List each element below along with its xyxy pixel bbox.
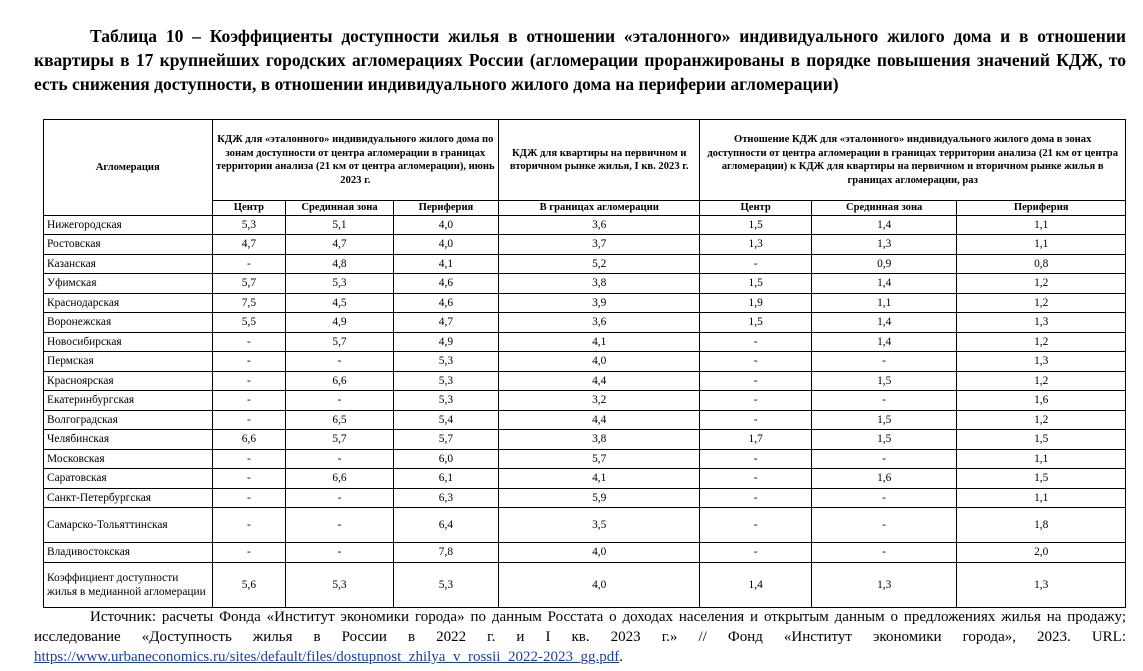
table-cell: -: [700, 469, 812, 489]
table-cell: 5,7: [212, 274, 286, 294]
table-cell: -: [286, 391, 393, 411]
table-cell: 1,1: [957, 215, 1126, 235]
agglomeration-name: Красноярская: [44, 371, 213, 391]
subheader-ratio-center: Центр: [700, 201, 812, 216]
source-link[interactable]: https://www.urbaneconomics.ru/sites/default/files/dostupnost_zhilya_v_rossii_2022-2023_gg.pdf: [34, 649, 620, 665]
table-cell: 4,7: [212, 235, 286, 255]
agglomeration-name: Коэффициент доступности жилья в медианной агломерации: [44, 562, 213, 607]
agglomeration-name: Казанская: [44, 254, 213, 274]
table-row: [44, 449, 1126, 469]
agglomeration-name: Саратовская: [44, 469, 213, 489]
table-cell: 5,9: [499, 488, 700, 508]
table-cell: -: [700, 371, 812, 391]
table-cell: 4,0: [393, 235, 498, 255]
table-cell: -: [700, 391, 812, 411]
subheader-ratio-periphery: Периферия: [957, 201, 1126, 216]
subheader-middle-zone: Срединная зона: [286, 201, 393, 216]
table-cell: -: [286, 449, 393, 469]
table-cell: 7,8: [393, 543, 498, 563]
table-row: [44, 508, 1126, 543]
agglomeration-name: Пермская: [44, 352, 213, 372]
table-cell: -: [212, 449, 286, 469]
table-cell: -: [286, 488, 393, 508]
agglomeration-name: Воронежская: [44, 313, 213, 333]
table-cell: 3,8: [499, 274, 700, 294]
table-cell: 1,5: [812, 410, 957, 430]
table-cell: 1,1: [957, 449, 1126, 469]
table-cell: -: [212, 352, 286, 372]
table-cell: 1,5: [700, 215, 812, 235]
table-cell: 1,3: [700, 235, 812, 255]
table-cell: 4,4: [499, 410, 700, 430]
table-cell: 5,4: [393, 410, 498, 430]
table-cell: -: [212, 410, 286, 430]
table-cell: 4,0: [393, 215, 498, 235]
table-cell: -: [812, 508, 957, 543]
table-cell: 1,3: [812, 235, 957, 255]
table-cell: -: [212, 508, 286, 543]
table-cell: 6,6: [286, 371, 393, 391]
table-cell: 1,1: [812, 293, 957, 313]
table-cell: 6,6: [286, 469, 393, 489]
table-cell: -: [700, 543, 812, 563]
table-row: [44, 430, 1126, 450]
source-text: Источник: расчеты Фонда «Институт экономики города» по данным Росстата о доходах населения и открытым данным о предложениях жилья на продажу; исследование «Доступность жилья в России в 2022 г. и I кв. 2023 г.» // Фонд «Институт экономики города», 2023. URL:: [34, 609, 1126, 645]
table-row: [44, 543, 1126, 563]
table-cell: 3,6: [499, 215, 700, 235]
table-cell: 4,0: [499, 562, 700, 607]
table-cell: 1,4: [812, 274, 957, 294]
table-cell: 1,2: [957, 293, 1126, 313]
table-cell: 6,3: [393, 488, 498, 508]
table-cell: 0,8: [957, 254, 1126, 274]
table-cell: -: [700, 488, 812, 508]
table-cell: -: [812, 449, 957, 469]
table-cell: 3,7: [499, 235, 700, 255]
table-row: [44, 391, 1126, 411]
table-cell: 1,4: [812, 332, 957, 352]
source-note: [34, 607, 1126, 667]
table-row: [44, 488, 1126, 508]
table-cell: 1,2: [957, 332, 1126, 352]
table-cell: 3,2: [499, 391, 700, 411]
table-cell: 3,9: [499, 293, 700, 313]
table-cell: -: [212, 543, 286, 563]
table-cell: 5,3: [212, 215, 286, 235]
table-cell: -: [812, 352, 957, 372]
agglomeration-name: Екатеринбургская: [44, 391, 213, 411]
data-table: [43, 119, 1126, 608]
table-cell: 2,0: [957, 543, 1126, 563]
table-cell: 5,7: [286, 332, 393, 352]
agglomeration-name: Волгоградская: [44, 410, 213, 430]
agglomeration-name: Нижегородская: [44, 215, 213, 235]
table-cell: -: [700, 508, 812, 543]
table-cell: 6,0: [393, 449, 498, 469]
table-cell: 1,1: [957, 488, 1126, 508]
table-cell: 4,1: [393, 254, 498, 274]
table-cell: 5,3: [286, 562, 393, 607]
table-cell: 4,0: [499, 352, 700, 372]
table-cell: 3,6: [499, 313, 700, 333]
subheader-within-agglomeration: В границах агломерации: [499, 201, 700, 216]
table-cell: -: [286, 508, 393, 543]
table-cell: 4,9: [393, 332, 498, 352]
table-cell: 4,6: [393, 293, 498, 313]
table-cell: -: [812, 391, 957, 411]
table-cell: 1,2: [957, 274, 1126, 294]
table-cell: -: [812, 543, 957, 563]
table-row: [44, 215, 1126, 235]
table-cell: 4,9: [286, 313, 393, 333]
header-ratio: Отношение КДЖ для «эталонного» индивидуального жилого дома в зонах доступности от центра агломерации в границах территории анализа (21 км от центра агломерации) к КДЖ для квартиры на первичном и вторичном рынке жилья в границах агломерации, раз: [700, 120, 1126, 201]
table-row: [44, 371, 1126, 391]
table-cell: 1,2: [957, 371, 1126, 391]
table-cell: 1,3: [957, 313, 1126, 333]
table-cell: 1,2: [957, 410, 1126, 430]
table-cell: 1,4: [700, 562, 812, 607]
table-cell: -: [286, 352, 393, 372]
table-cell: -: [212, 254, 286, 274]
table-row: [44, 352, 1126, 372]
table-cell: 5,3: [286, 274, 393, 294]
table-row: [44, 332, 1126, 352]
table-cell: 1,4: [812, 313, 957, 333]
table-cell: -: [212, 391, 286, 411]
subheader-center: Центр: [212, 201, 286, 216]
table-cell: 1,5: [812, 371, 957, 391]
table-title: Таблица 10 – Коэффициенты доступности жилья в отношении «эталонного» индивидуального жилого дома и в отношении квартиры в 17 крупнейших городских агломерациях России (агломерации проранжированы в порядке повышения значений КДЖ, то есть снижения доступности, в отношении индивидуального жилого дома на периферии агломерации): [34, 26, 1126, 94]
table-cell: 1,1: [957, 235, 1126, 255]
subheader-periphery: Периферия: [393, 201, 498, 216]
table-cell: 1,3: [812, 562, 957, 607]
median-row: [44, 562, 1126, 607]
table-cell: 4,1: [499, 469, 700, 489]
agglomeration-name: Краснодарская: [44, 293, 213, 313]
table-cell: 6,6: [212, 430, 286, 450]
table-cell: 7,5: [212, 293, 286, 313]
table-cell: 1,3: [957, 352, 1126, 372]
table-cell: 1,9: [700, 293, 812, 313]
table-cell: 5,3: [393, 391, 498, 411]
table-cell: 4,6: [393, 274, 498, 294]
table-body: [44, 215, 1126, 607]
table-cell: 5,2: [499, 254, 700, 274]
table-cell: 1,5: [957, 430, 1126, 450]
agglomeration-name: Новосибирская: [44, 332, 213, 352]
table-cell: 4,1: [499, 332, 700, 352]
table-cell: 1,4: [812, 215, 957, 235]
agglomeration-name: Московская: [44, 449, 213, 469]
table-cell: -: [700, 352, 812, 372]
table-row: [44, 274, 1126, 294]
table-cell: -: [212, 488, 286, 508]
table-cell: 6,1: [393, 469, 498, 489]
table-cell: 4,0: [499, 543, 700, 563]
table-cell: 6,5: [286, 410, 393, 430]
table-cell: 3,8: [499, 430, 700, 450]
table-cell: 5,6: [212, 562, 286, 607]
table-cell: -: [700, 332, 812, 352]
table-cell: 6,4: [393, 508, 498, 543]
agglomeration-name: Челябинская: [44, 430, 213, 450]
table-row: [44, 235, 1126, 255]
table-cell: 5,3: [393, 352, 498, 372]
agglomeration-name: Самарско-Тольяттинская: [44, 508, 213, 543]
subheader-ratio-middle-zone: Срединная зона: [812, 201, 957, 216]
header-agglomeration: Агломерация: [44, 120, 213, 216]
table-cell: 1,5: [700, 274, 812, 294]
agglomeration-name: Ростовская: [44, 235, 213, 255]
table-cell: -: [212, 469, 286, 489]
table-cell: 1,5: [957, 469, 1126, 489]
table-cell: -: [700, 449, 812, 469]
header-kdj-house: КДЖ для «эталонного» индивидуального жилого дома по зонам доступности от центра агломерации в границах территории анализа (21 км от центра агломерации), июнь 2023 г.: [212, 120, 499, 201]
table-cell: 4,7: [286, 235, 393, 255]
table-cell: 4,4: [499, 371, 700, 391]
agglomeration-name: Владивостокская: [44, 543, 213, 563]
table-cell: 5,1: [286, 215, 393, 235]
header-row: [44, 120, 1126, 201]
table-cell: 5,7: [286, 430, 393, 450]
table-cell: 1,5: [812, 430, 957, 450]
table-cell: 1,6: [812, 469, 957, 489]
table-cell: 4,7: [393, 313, 498, 333]
table-cell: 5,5: [212, 313, 286, 333]
source-tail: .: [619, 649, 623, 665]
table-cell: 4,5: [286, 293, 393, 313]
table-cell: -: [212, 371, 286, 391]
table-cell: -: [286, 543, 393, 563]
table-cell: 1,7: [700, 430, 812, 450]
table-cell: -: [212, 332, 286, 352]
agglomeration-name: Уфимская: [44, 274, 213, 294]
agglomeration-name: Санкт-Петербургская: [44, 488, 213, 508]
table-cell: 5,3: [393, 562, 498, 607]
table-cell: -: [812, 488, 957, 508]
table-cell: 3,5: [499, 508, 700, 543]
table-cell: 4,8: [286, 254, 393, 274]
table-row: [44, 293, 1126, 313]
table-cell: 1,3: [957, 562, 1126, 607]
table-row: [44, 313, 1126, 333]
table-cell: 5,3: [393, 371, 498, 391]
table-cell: 5,7: [499, 449, 700, 469]
table-row: [44, 254, 1126, 274]
table-cell: 1,6: [957, 391, 1126, 411]
header-kdj-flat: КДЖ для квартиры на первичном и вторичном рынке жилья, I кв. 2023 г.: [499, 120, 700, 201]
table-cell: 1,5: [700, 313, 812, 333]
table-cell: 1,8: [957, 508, 1126, 543]
table-cell: 5,7: [393, 430, 498, 450]
table-row: [44, 410, 1126, 430]
table-cell: -: [700, 410, 812, 430]
table-cell: -: [700, 254, 812, 274]
table-row: [44, 469, 1126, 489]
table-cell: 0,9: [812, 254, 957, 274]
